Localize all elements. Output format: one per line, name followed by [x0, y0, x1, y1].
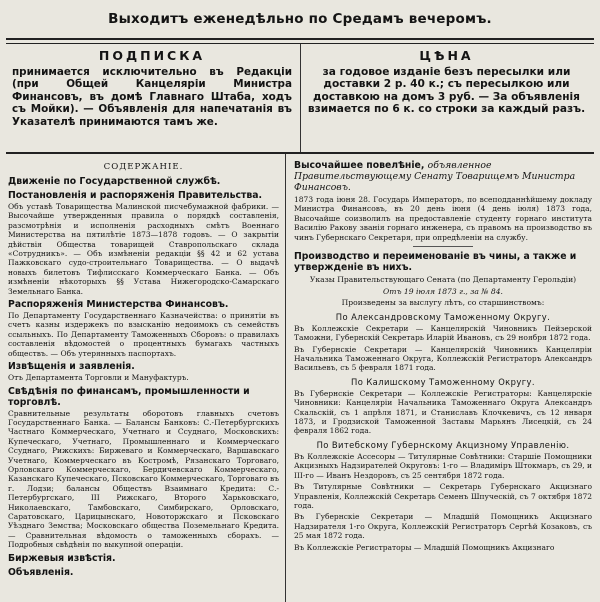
- contents-section-title: Биржевыя извѣстія.: [8, 552, 116, 564]
- articles-column: [286, 154, 594, 602]
- article-columns: [6, 154, 594, 602]
- contents-section-text: Сравнительные результаты оборотовъ главныхъ счетовъ Государственнаго Банка. — Балансы Банковъ: С.-Петербургскихъ Частнаго Коммерческаго, Учетнаго и Ссуднаго, Московскихъ: Купеческаго, Учетнаго, Промышленнаго и Коммерческаго Ссуднаго, Рижскихъ: Биржеваго и Коммерческаго, Варшавскаго Учетнаго, Коммерческаго въ Костромѣ, Рязанскаго Торговаго, Орловскаго Коммерческаго, Бердичевскаго Коммерческаго, Казанскаго Купеческаго, Псковскаго Коммерческаго, Торговаго въ г. Лодзи; балансы Обществъ Взаимнаго Кредита: С.-Петербургскаго, III Рижскаго, Второго Харьковскаго, Николаевскаго, Тамбовскаго, Симбирскаго, Орловскаго, Саратовскаго, Царицынскаго, Новоторжскаго и Псковскаго Уѣзднаго Земства; Московскаго общества Поземельнаго Кредита. — Сравнительная вѣдомость о таможенныхъ сборахъ. — Подробныя свѣдѣнія по выкупной операціи.: [8, 408, 279, 550]
- promotions-title: Производство и переименованіе въ чины, а также и утвержденіе въ нихъ.: [294, 251, 577, 274]
- price-title: ЦѢНА: [419, 48, 474, 63]
- contents-section: [8, 176, 279, 187]
- promotion-entry: Въ Коллежскіе Секретари — Канцелярскій Чиновникъ Пейзерской Таможни, Губернскій Секретарь Иларій Ивановъ, съ 29 ноября 1872 года.: [294, 323, 592, 343]
- decree-heading: [294, 160, 592, 193]
- contents-section: [8, 190, 279, 296]
- masthead-text: Выходитъ еженедѣльно по Средамъ вечеромъ.: [108, 11, 492, 27]
- promotion-entry: Въ Титулярные Совѣтники — Секретарь Губернскаго Акцизнаго Управленія, Коллежскій Секретарь Семенъ Шпуческій, съ 7 октября 1872 года.: [294, 482, 592, 510]
- promotion-entry: Въ Губернскіе Секретари — Канцелярскій Чиновникъ Канцеляріи Начальника Таможеннаго Округа, Коллежскій Регистраторъ Александръ Васильевъ, съ 5 февраля 1871 года.: [294, 344, 592, 373]
- contents-section: [8, 553, 279, 564]
- contents-section-title: Постановленія и распоряженія Правительства.: [8, 190, 263, 201]
- contents-section: [8, 299, 279, 358]
- decree-subtitle: объявленное Правительствующему Сенату Товарищемъ Министра Финансовъ.: [294, 160, 576, 193]
- contents-section-title: Извѣщенія и заявленія.: [8, 361, 135, 373]
- price-column: [300, 44, 594, 152]
- divider: [413, 246, 473, 247]
- contents-section-text: Отъ Департамента Торговли и Мануфактуръ.: [8, 373, 189, 383]
- masthead: [6, 0, 594, 40]
- promotion-group: [294, 312, 592, 373]
- subscription-column: [6, 44, 300, 152]
- contents-section-title: Объявленія.: [8, 566, 74, 578]
- promotion-group-head: По Калишскому Таможенному Округу.: [351, 376, 535, 387]
- promotion-entry: Въ Коллежскіе Регистраторы — Младшій Помощникъ Акцизнаго: [294, 542, 555, 552]
- contents-section-text: Объ уставѣ Товарищества Малинской писчебумажной фабрики. — Высочайше утвержденныя правила о порядкѣ составленія, разсмотрѣнія и исполненія расходныхъ смѣтъ Военнаго Министерства на пятилѣтіе 1873—1878 годовъ. — О закрытіи дѣйствія Общества товарищей Ставропольскаго склада «Сотрудникъ». — Объ измѣненіи редакціи §§ 42 и 62 устава Пажковскаго судо-строительнаго Товарищества. — О выдачѣ новыхъ билетовъ Тифлисскаго Коммерческаго Банка. — Объ измѣненіи нѣкоторыхъ §§ Устава Нижегородско-Самарскаго Земельнаго Банка.: [8, 202, 279, 296]
- contents-section-title: Движеніе по Государственной службѣ.: [8, 176, 221, 187]
- promotion-group: [294, 377, 592, 436]
- promotion-group-head: По Витебскому Губернскому Акцизному Управленію.: [316, 439, 570, 450]
- subscription-block: [6, 44, 594, 154]
- promotion-group-head: По Александровскому Таможенному Округу.: [335, 311, 551, 322]
- seniority-line: Произведены за выслугу лѣтъ, со старшинствомъ:: [341, 298, 545, 308]
- decrees-line: Указы Правительствующаго Сената (по Департаменту Герольдіи): [309, 275, 577, 285]
- price-text: за годовое изданіе безъ пересылки или доставки 2 р. 40 к.; съ пересылкою или доставкою на домъ 3 руб. — За объявленія взимается по 6 к. со строки за каждый разъ.: [307, 66, 586, 116]
- promotion-entry: Въ Коллежскіе Ассесоры — Титулярные Совѣтники: Старшіе Помощники Акцизныхъ Надзирателей Округовъ: 1-го — Владиміръ Штокмаръ, съ 29, и III-го — Иванъ Нездоровъ, съ 25 сентября 1872 года.: [294, 451, 592, 480]
- contents-column: [6, 154, 286, 602]
- promotion-entry: Въ Губернскіе Секретари — Младшій Помощникъ Акцизнаго Надзирателя 1-го Округа, Коллежскій Регистраторъ Сергѣй Козаковъ, съ 25 мая 1872 года.: [294, 512, 592, 541]
- contents-section: [8, 386, 279, 550]
- contents-section: [8, 361, 279, 382]
- contents-section-text: По Департаменту Государственнаго Казначейства: о принятіи въ счетъ казны издержекъ по взысканію недоимокъ съ семействъ ссыльныхъ. По Департаменту Таможенныхъ Сборовъ: о правилахъ составленія вѣдомостей о процентныхъ бумагахъ частныхъ обществъ. — Объ утерянныхъ паспортахъ.: [8, 311, 279, 358]
- contents-section-title: Свѣдѣнія по финансамъ, промышленности и торговлѣ.: [8, 385, 250, 408]
- subscription-text: принимается исключительно въ Редакціи (при Общей Канцеляріи Министра Финансовъ, въ домѣ Главнаго Штаба, ходъ съ Мойки). — Объявленія для напечатанія въ Указателѣ принимаются тамъ же.: [12, 66, 292, 128]
- decree-date: Отъ 19 іюля 1873 г., за № 84.: [383, 286, 503, 296]
- contents-section-title: Распоряженія Министерства Финансовъ.: [8, 299, 229, 311]
- subscription-title: ПОДПИСКА: [98, 48, 206, 63]
- promotion-group: [294, 440, 592, 552]
- decree-text: 1873 года іюня 28. Государь Императоръ, по всеподданнѣйшему докладу Министра Финансовъ, въ 20 день іюня (4 день іюля) 1873 года, Высочайше соизволилъ на предоставленіе студенту горнаго института Василію Ракову званія горнаго инженера, съ правомъ на производство въ чинъ Губернскаго Секретаря, при опредѣленіи на службу.: [294, 195, 592, 242]
- contents-section: [8, 567, 279, 578]
- decree-title: Высочайшее повелѣніе,: [294, 160, 425, 171]
- promotion-entry: Въ Губернскіе Секретари — Коллежскіе Регистраторы: Канцелярскіе Чиновники: Канцеляріи Начальника Таможеннаго Округа Александръ Скальскій, съ 1 апрѣля 1871, и Станиславъ Клочкевичъ, съ 12 января 1873, и Гродзиской Таможенной Заставы Марьянъ Лисецкій, съ 24 февраля 1862 года.: [294, 388, 592, 436]
- contents-title: СОДЕРЖАНІЕ.: [103, 162, 184, 172]
